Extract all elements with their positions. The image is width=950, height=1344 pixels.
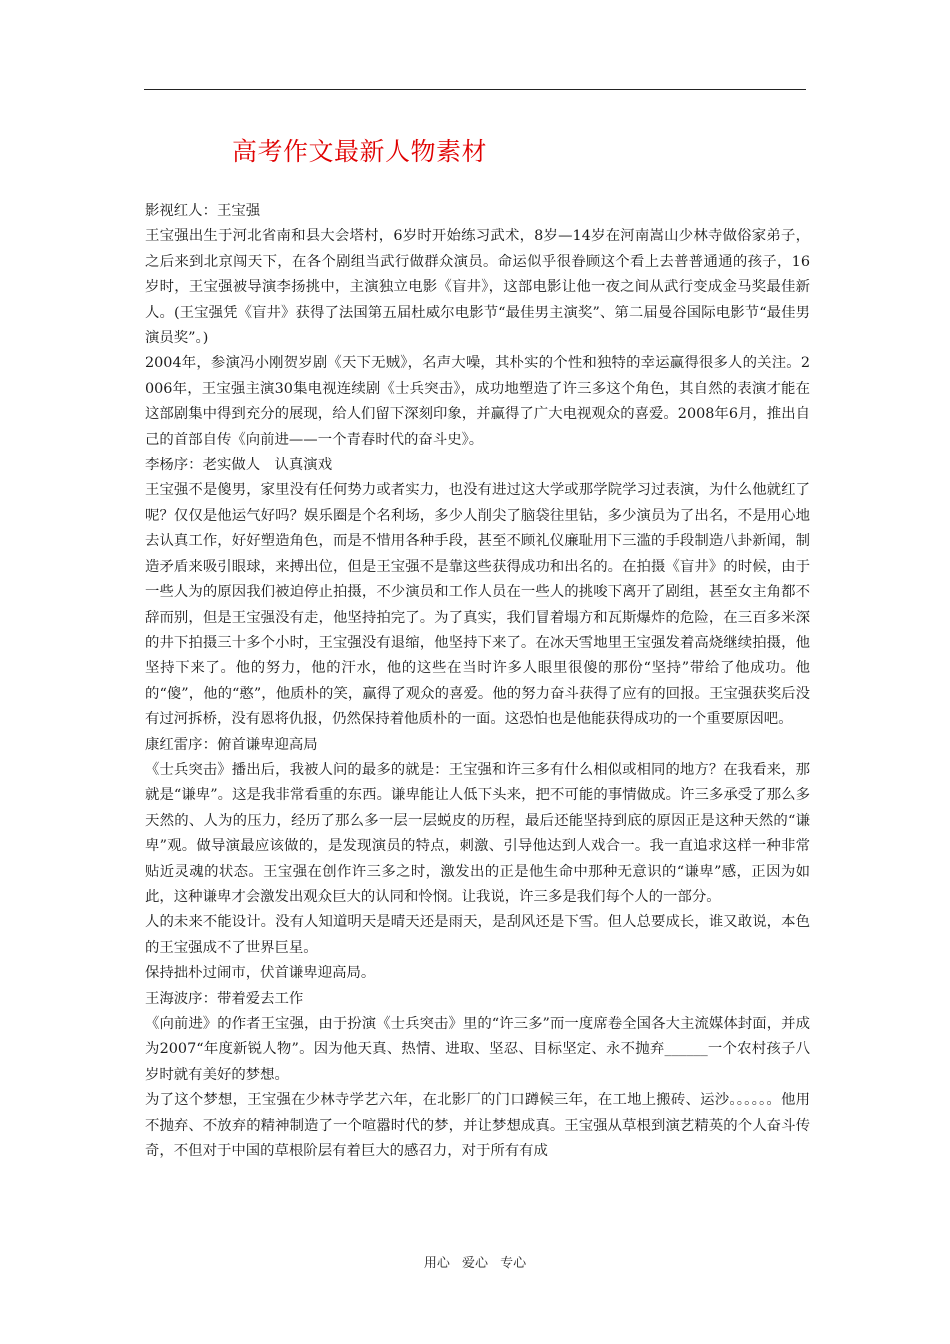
section-heading: 影视红人：王宝强: [145, 203, 261, 219]
page-footer: 用心 爱心 专心: [423, 1256, 527, 1271]
section-heading: 李杨序：老实做人 认真演戏: [145, 457, 333, 474]
body-paragraph: 2004年，参演冯小刚贺岁剧《天下无贼》，名声大噪，其朴实的个性和独特的幸运赢得很多人的关注。2006年，王宝强主演30集电视连续剧《士兵突击》，成功地塑造了许三多这个角色，其自然的表演才能在这部剧集中得到充分的展现，给人们留下深刻印象，并赢得了广大电视观众的喜爱。2008年6月，推出自己的首部自传《向前进——一个青春时代的奋斗史》。: [145, 355, 810, 448]
page-title: 高考作文最新人物素材: [232, 137, 488, 166]
body-paragraph: 王宝强出生于河北省南和县大会塔村，6岁时开始练习武术，8岁—14岁在河南嵩山少林寺做俗家弟子，之后来到北京闯天下，在各个剧组当武行做群众演员。命运似乎很眷顾这个看上去普普通通的孩子，16岁时，王宝强被导演李扬挑中，主演独立电影《盲井》，这部电影让他一夜之间从武行变成金马奖最佳新人。(王宝强凭《盲井》获得了法国第五届杜威尔电影节“最佳男主演奖”、第二届曼谷国际电影节“最佳男演员奖”。): [145, 228, 810, 347]
body-paragraph: 保持拙朴过闹市，伏首谦卑迎高局。: [145, 965, 376, 982]
body-paragraph: 为了这个梦想，王宝强在少林寺学艺六年，在北影厂的门口蹲候三年，在工地上搬砖、运沙。。。。。。他用不抛弃、不放弃的精神制造了一个喧嚣时代的梦，并让梦想成真。王宝强从草根到演艺精英的个人奋斗传奇，不但对于中国的草根阶层有着巨大的感召力，对于所有有成: [145, 1092, 810, 1160]
body-paragraph: 人的未来不能设计。没有人知道明天是晴天还是雨天，是刮风还是下雪。但人总要成长，谁又敢说，本色的王宝强成不了世界巨星。: [145, 914, 810, 956]
body-paragraph: 《士兵突击》播出后，我被人问的最多的就是：王宝强和许三多有什么相似或相同的地方？在我看来，那就是“谦卑”。这是我非常看重的东西。谦卑能让人低下头来，把不可能的事情做成。许三多承受了那么多天然的、人为的压力，经历了那么多一层一层蜕皮的历程，最后还能坚持到底的原因正是这种天然的“谦卑”观。做导演最应该做的，是发现演员的特点，刺激、引导他达到人戏合一。我一直追求这样一种非常贴近灵魂的状态。王宝强在创作许三多之时，激发出的正是他生命中那种无意识的“谦卑”感，正因为如此，这种谦卑才会激发出观众巨大的认同和怜悯。让我说，许三多是我们每个人的一部分。: [145, 761, 810, 905]
body-paragraph: 《向前进》的作者王宝强，由于扮演《士兵突击》里的“许三多”而一度席卷全国各大主流媒体封面，并成为2007“年度新锐人物”。因为他天真、热情、进取、坚忍、目标坚定、永不抛弃______一个农村孩子八岁时就有美好的梦想。: [145, 1016, 810, 1083]
document-body: [145, 199, 810, 1164]
body-paragraph: 王宝强不是傻男，家里没有任何势力或者实力，也没有进过这大学或那学院学习过表演，为什么他就红了呢？仅仅是他运气好吗？娱乐圈是个名利场，多少人削尖了脑袋往里钻，多少演员为了出名，不是用心地去认真工作，好好塑造角色，而是不惜用各种手段，甚至不顾礼仪廉耻用下三滥的手段制造八卦新闻，制造矛盾来吸引眼球，来搏出位，但是王宝强不是靠这些获得成功和出名的。在拍摄《盲井》的时候，由于一些人为的原因我们被迫停止拍摄，不少演员和工作人员在一些人的挑唆下离开了剧组，甚至女主角都不辞而别，但是王宝强没有走，他坚持拍完了。为了真实，我们冒着塌方和瓦斯爆炸的危险，在三百多米深的井下拍摄三十多个小时，王宝强没有退缩，他坚持下来了。在冰天雪地里王宝强发着高烧继续拍摄，他坚持下来了。他的努力，他的汗水，他的这些在当时许多人眼里很傻的那份“坚持”带给了他成功。他的“傻”，他的“憨”，他质朴的笑，赢得了观众的喜爱。他的努力奋斗获得了应有的回报。王宝强获奖后没有过河拆桥，没有恩将仇报，仍然保持着他质朴的一面。这恐怕也是他能获得成功的一个重要原因吧。: [145, 482, 810, 728]
header-rule: [144, 89, 806, 90]
section-heading: 康红雷序：俯首谦卑迎高局: [145, 736, 318, 753]
section-heading: 王海波序：带着爱去工作: [145, 990, 304, 1007]
